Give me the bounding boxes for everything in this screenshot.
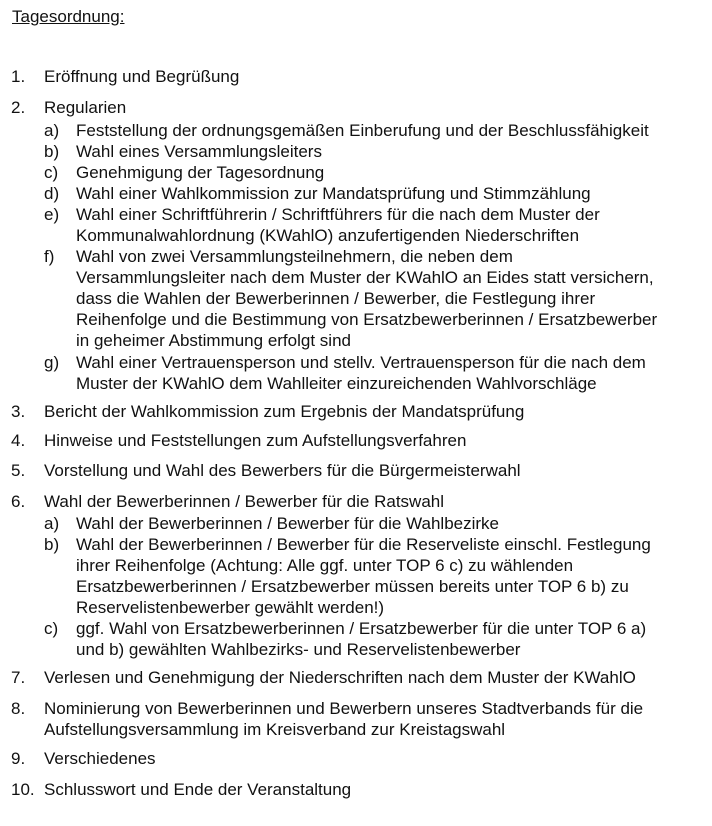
- subitem-letter: d): [44, 184, 60, 203]
- subitem-letter: f): [44, 247, 55, 266]
- item-number: 1.: [11, 67, 26, 86]
- subitem-letter: g): [44, 353, 60, 372]
- subitem-line: Wahl der Bewerberinnen / Bewerber für die Wahlbezirke: [76, 514, 499, 533]
- subitem-line: ihrer Reihenfolge (Achtung: Alle ggf. unter TOP 6 c) zu wählenden: [76, 556, 574, 575]
- item-number: 4.: [11, 431, 26, 450]
- item-number: 2.: [11, 98, 26, 117]
- item-text: Verlesen und Genehmigung der Niederschriften nach dem Muster der KWahlO: [44, 668, 636, 687]
- subitem-line: Feststellung der ordnungsgemäßen Einberufung und der Beschlussfähigkeit: [76, 121, 649, 140]
- subitem-line: Wahl von zwei Versammlungsteilnehmern, die neben dem: [76, 247, 513, 266]
- subitem-letter: b): [44, 535, 60, 554]
- subitem-line: und b) gewählten Wahlbezirks- und Reservelistenbewerber: [76, 640, 521, 659]
- subitem-letter: c): [44, 163, 59, 182]
- subitem-letter: c): [44, 619, 59, 638]
- subitem-letter: a): [44, 121, 60, 140]
- subitem-line: Kommunalwahlordnung (KWahlO) anzufertigenden Niederschriften: [76, 226, 580, 245]
- subitem-line: ggf. Wahl von Ersatzbewerberinnen / Ersatzbewerber für die unter TOP 6 a): [76, 619, 647, 638]
- subitem-line: Wahl eines Versammlungsleiters: [76, 142, 322, 161]
- subitem-line: Wahl einer Vertrauensperson und stellv. Vertrauensperson für die nach dem: [76, 353, 646, 372]
- subitem-line: Wahl einer Schriftführerin / Schriftführers für die nach dem Muster der: [76, 205, 600, 224]
- item-text-continued: Aufstellungsversammlung im Kreisverband zur Kreistagswahl: [44, 720, 506, 739]
- subitem-line: Genehmigung der Tagesordnung: [76, 163, 325, 182]
- subitem-line: Muster der KWahlO dem Wahlleiter einzureichenden Wahlvorschläge: [76, 374, 597, 393]
- subitem-letter: e): [44, 205, 60, 224]
- item-text: Vorstellung und Wahl des Bewerbers für die Bürgermeisterwahl: [44, 461, 521, 480]
- item-number: 7.: [11, 668, 26, 687]
- subitem-line: Reihenfolge und die Bestimmung von Ersatzbewerberinnen / Ersatzbewerber: [76, 310, 658, 329]
- subitem-line: Reservelistenbewerber gewählt werden!): [76, 598, 385, 617]
- item-text: Bericht der Wahlkommission zum Ergebnis der Mandatsprüfung: [44, 402, 525, 421]
- subitem-line: dass die Wahlen der Bewerberinnen / Bewerber, die Festlegung ihrer: [76, 289, 596, 308]
- subitem-letter: a): [44, 514, 60, 533]
- subitem-line: Wahl der Bewerberinnen / Bewerber für die Reserveliste einschl. Festlegung: [76, 535, 651, 554]
- subitem-line: Ersatzbewerberinnen / Ersatzbewerber müssen bereits unter TOP 6 b) zu: [76, 577, 629, 596]
- item-text: Verschiedenes: [44, 749, 156, 768]
- item-text: Regularien: [44, 98, 127, 117]
- subitem-letter: b): [44, 142, 60, 161]
- agenda-heading: Tagesordnung:: [12, 7, 125, 26]
- item-text: Schlusswort und Ende der Veranstaltung: [44, 780, 352, 799]
- item-number: 5.: [11, 461, 26, 480]
- subitem-line: Wahl einer Wahlkommission zur Mandatsprüfung und Stimmzählung: [76, 184, 591, 203]
- subitem-line: Versammlungsleiter nach dem Muster der KWahlO an Eides statt versichern,: [76, 268, 654, 287]
- item-number: 6.: [11, 492, 26, 511]
- item-number: 9.: [11, 749, 26, 768]
- item-text: Wahl der Bewerberinnen / Bewerber für die Ratswahl: [44, 492, 445, 511]
- item-text: Hinweise und Feststellungen zum Aufstellungsverfahren: [44, 431, 467, 450]
- item-text: Nominierung von Bewerberinnen und Bewerbern unseres Stadtverbands für die: [44, 699, 644, 718]
- item-number: 3.: [11, 402, 26, 421]
- subitem-line: in geheimer Abstimmung erfolgt sind: [76, 331, 351, 350]
- item-number: 10.: [11, 780, 35, 799]
- item-text: Eröffnung und Begrüßung: [44, 67, 240, 86]
- item-number: 8.: [11, 699, 26, 718]
